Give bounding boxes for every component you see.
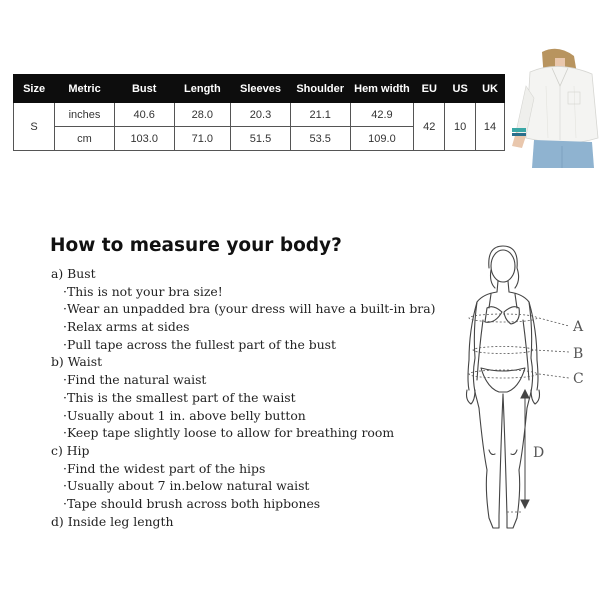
header-bust: Bust	[114, 75, 174, 103]
hem-width-cell: 109.0	[350, 127, 414, 151]
list-item: ·Find the widest part of the hips	[63, 460, 266, 476]
guide-title: How to measure your body?	[50, 235, 342, 256]
hem-width-cell: 42.9	[350, 103, 414, 127]
bust-pointer	[539, 318, 569, 326]
header-eu: EU	[414, 75, 445, 103]
list-item: ·Usually about 7 in.below natural waist	[63, 478, 310, 494]
list-item: ·Wear an unpadded bra (your dress will have a built-in bra)	[63, 301, 436, 317]
product-photo	[512, 46, 600, 168]
waist-pointer	[535, 350, 569, 352]
shoulder-cell: 53.5	[290, 127, 350, 151]
header-sleeves: Sleeves	[231, 75, 291, 103]
list-item: ·This is not your bra size!	[63, 283, 223, 299]
metric-cell: inches	[55, 103, 115, 127]
header-size: Size	[14, 75, 55, 103]
body-measurement-diagram	[455, 240, 600, 540]
bust-cell: 40.6	[114, 103, 174, 127]
length-cell: 28.0	[174, 103, 231, 127]
header-uk: UK	[476, 75, 505, 103]
uk-size-cell: 14	[476, 103, 505, 151]
section-inside-leg: d) Inside leg length	[51, 513, 174, 529]
size-chart-table	[13, 74, 505, 151]
size-cell: S	[14, 103, 55, 151]
metric-cell: cm	[55, 127, 115, 151]
us-size-cell: 10	[445, 103, 476, 151]
header-us: US	[445, 75, 476, 103]
header-shoulder: Shoulder	[290, 75, 350, 103]
label-a: A	[573, 319, 584, 335]
bust-tape-line	[469, 314, 537, 322]
waist-tape-line	[473, 347, 533, 354]
sleeves-cell: 51.5	[231, 127, 291, 151]
list-item: ·Relax arms at sides	[63, 319, 190, 335]
label-d: D	[533, 445, 545, 461]
header-hem-width: Hem width	[350, 75, 414, 103]
eu-size-cell: 42	[414, 103, 445, 151]
size-chart-header-row	[14, 75, 505, 103]
section-waist: b) Waist	[51, 354, 103, 370]
label-b: B	[573, 346, 584, 362]
hip-pointer	[539, 374, 569, 378]
section-bust: a) Bust	[51, 266, 96, 281]
measurement-instructions	[51, 265, 435, 530]
table-row	[14, 103, 505, 127]
list-item: ·Keep tape slightly loose to allow for breathing room	[63, 425, 395, 441]
list-item: ·Find the natural waist	[63, 372, 207, 388]
list-item: ·This is the smallest part of the waist	[63, 389, 296, 405]
list-item: ·Tape should brush across both hipbones	[63, 495, 321, 511]
sleeves-cell: 20.3	[231, 103, 291, 127]
section-hip: c) Hip	[51, 442, 90, 458]
list-item: ·Pull tape across the fullest part of the bust	[63, 336, 337, 352]
header-length: Length	[174, 75, 231, 103]
list-item: ·Usually about 1 in. above belly button	[63, 407, 306, 423]
label-c: C	[573, 371, 584, 387]
header-metric: Metric	[55, 75, 115, 103]
bust-cell: 103.0	[114, 127, 174, 151]
length-cell: 71.0	[174, 127, 231, 151]
shoulder-cell: 21.1	[290, 103, 350, 127]
